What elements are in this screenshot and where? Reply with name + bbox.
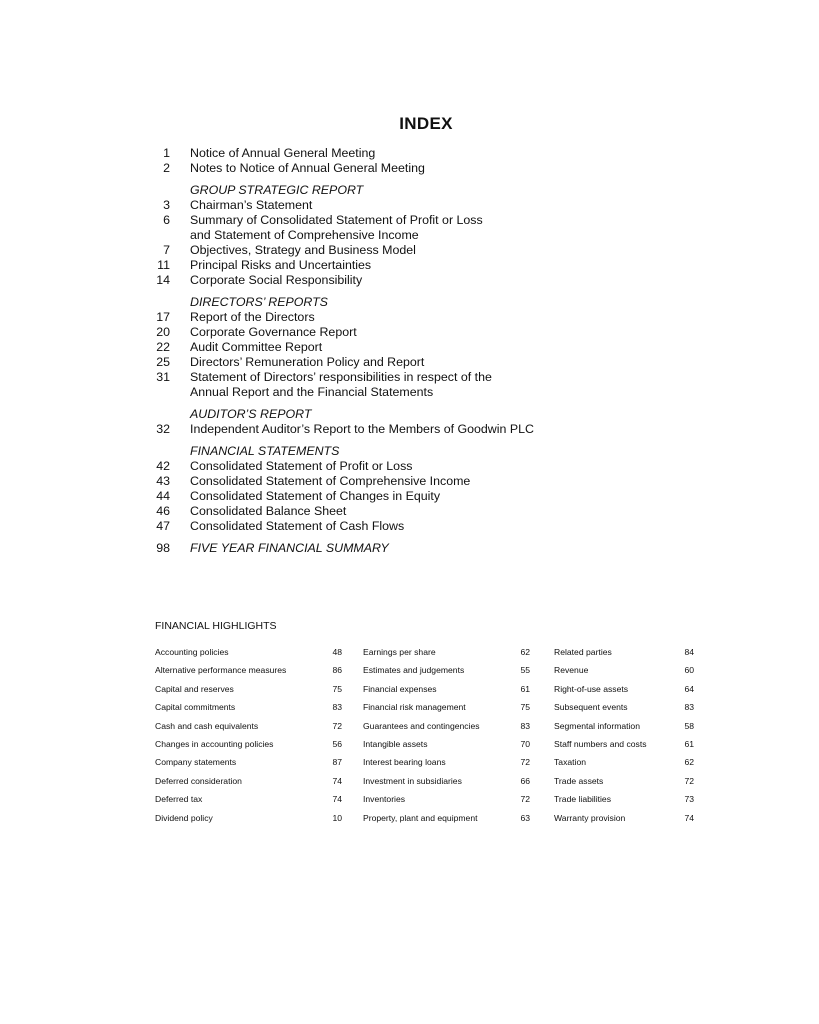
- toc-page-number: 14: [156, 273, 170, 287]
- toc-entry-title: Audit Committee Report: [190, 340, 323, 354]
- toc-entry: [144, 198, 704, 213]
- page-title: INDEX: [399, 114, 453, 133]
- toc-page-number: 22: [156, 340, 170, 354]
- table-of-contents: [144, 146, 704, 563]
- toc-entry: [144, 258, 704, 273]
- highlight-page-number: 73: [684, 794, 694, 805]
- highlight-label: Changes in accounting policies: [155, 739, 274, 750]
- highlight-page-number: 64: [684, 683, 694, 694]
- highlight-label: Capital commitments: [155, 702, 236, 713]
- highlight-page-number: 86: [332, 665, 342, 676]
- toc-entry: [144, 519, 704, 534]
- highlight-item: [155, 661, 342, 679]
- highlight-page-number: 66: [520, 775, 530, 786]
- toc-entry-title: Report of the Directors: [190, 310, 315, 324]
- highlight-page-number: 60: [684, 665, 694, 676]
- toc-entry: [144, 340, 704, 355]
- toc-entry: [144, 489, 704, 504]
- toc-entry: [144, 325, 704, 340]
- highlight-page-number: 83: [520, 720, 530, 731]
- toc-page-number: 3: [163, 198, 170, 212]
- toc-entry-title: Statement of Directors’ responsibilities in respect of the Annual Report and the Financial Statements: [190, 370, 492, 399]
- highlight-page-number: 72: [332, 720, 342, 731]
- highlight-label: Cash and cash equivalents: [155, 720, 259, 731]
- highlight-page-number: 84: [684, 647, 694, 657]
- highlight-item: [155, 735, 342, 753]
- toc-entry: [144, 541, 704, 556]
- toc-section: [144, 407, 704, 437]
- toc-section-heading: DIRECTORS’ REPORTS: [190, 295, 328, 309]
- highlight-item: [363, 809, 530, 827]
- toc-page-number: 25: [156, 355, 170, 369]
- highlight-page-number: 83: [332, 702, 342, 713]
- highlight-item: [554, 809, 694, 827]
- toc-entry: [144, 504, 704, 519]
- toc-page-number: 2: [163, 161, 170, 175]
- highlight-page-number: 62: [520, 647, 530, 657]
- highlight-label: Alternative performance measures: [155, 665, 287, 676]
- highlight-page-number: 74: [332, 794, 342, 805]
- highlight-item: [155, 680, 342, 698]
- highlight-page-number: 72: [520, 757, 530, 768]
- highlight-page-number: 61: [520, 683, 530, 694]
- highlight-page-number: 75: [520, 702, 530, 713]
- highlight-item: [155, 772, 342, 790]
- highlight-item: [155, 717, 342, 735]
- highlights-column-2: [363, 643, 530, 827]
- highlight-label: Trade liabilities: [554, 794, 611, 805]
- toc-entry: [144, 459, 704, 474]
- toc-page-number: 47: [156, 519, 170, 533]
- highlight-label: Subsequent events: [554, 702, 628, 713]
- highlight-label: Inventories: [363, 794, 406, 805]
- toc-entry-title: Notes to Notice of Annual General Meeting: [190, 161, 425, 175]
- toc-page-number: 98: [156, 541, 170, 555]
- toc-entry: [144, 243, 704, 258]
- highlight-label: Right-of-use assets: [554, 683, 629, 694]
- highlight-item: [363, 661, 530, 679]
- toc-section: [144, 183, 704, 288]
- toc-entry: [144, 370, 704, 400]
- toc-entry-title: Directors’ Remuneration Policy and Report: [190, 355, 425, 369]
- toc-page-number: 42: [156, 459, 170, 473]
- toc-section-heading: FINANCIAL STATEMENTS: [190, 444, 340, 458]
- highlight-label: Earnings per share: [363, 647, 436, 657]
- toc-entry-title: Consolidated Statement of Comprehensive Income: [190, 474, 471, 488]
- highlight-page-number: 72: [520, 794, 530, 805]
- highlight-item: [155, 643, 342, 661]
- highlight-page-number: 56: [332, 739, 342, 750]
- toc-page-number: 44: [156, 489, 170, 503]
- highlight-page-number: 87: [332, 757, 342, 768]
- highlight-item: [155, 753, 342, 771]
- highlight-item: [554, 790, 694, 808]
- highlight-label: Deferred consideration: [155, 775, 242, 786]
- toc-section-heading: AUDITOR’S REPORT: [190, 407, 312, 421]
- toc-entry-title: Summary of Consolidated Statement of Profit or Loss and Statement of Comprehensive Income: [190, 213, 483, 242]
- highlight-item: [155, 698, 342, 716]
- highlight-item: [554, 772, 694, 790]
- toc-page-number: 46: [156, 504, 170, 518]
- highlight-label: Financial expenses: [363, 683, 437, 694]
- toc-section: [144, 146, 704, 176]
- toc-page-number: 43: [156, 474, 170, 488]
- highlight-label: Warranty provision: [554, 812, 626, 823]
- highlight-page-number: 75: [332, 683, 342, 694]
- toc-entry: [144, 146, 704, 161]
- toc-page-number: 11: [157, 258, 170, 272]
- highlight-page-number: 63: [520, 812, 530, 823]
- highlight-label: Accounting policies: [155, 647, 229, 657]
- highlight-label: Taxation: [554, 757, 587, 768]
- highlight-page-number: 62: [684, 757, 694, 768]
- toc-page-number: 31: [156, 370, 170, 384]
- toc-section: [144, 444, 704, 534]
- toc-page-number: 6: [163, 213, 170, 227]
- highlight-page-number: 58: [684, 720, 694, 731]
- highlight-item: [554, 680, 694, 698]
- toc-entry-title: Consolidated Balance Sheet: [190, 504, 347, 518]
- highlight-item: [363, 698, 530, 716]
- highlight-item: [554, 661, 694, 679]
- toc-page-number: 20: [156, 325, 170, 339]
- highlight-label: Deferred tax: [155, 794, 203, 805]
- toc-page-number: 17: [156, 310, 170, 324]
- highlight-page-number: 74: [684, 812, 694, 823]
- highlight-label: Investment in subsidiaries: [363, 775, 462, 786]
- toc-section: [144, 295, 704, 400]
- toc-entry: [144, 474, 704, 489]
- highlight-item: [363, 735, 530, 753]
- toc-entry: [144, 161, 704, 176]
- highlight-item: [155, 790, 342, 808]
- toc-entry: [144, 355, 704, 370]
- toc-entry: [144, 213, 704, 243]
- highlight-label: Intangible assets: [363, 739, 428, 750]
- highlight-page-number: 70: [520, 739, 530, 750]
- highlight-label: Company statements: [155, 757, 237, 768]
- highlight-item: [363, 790, 530, 808]
- toc-entry-title: Consolidated Statement of Profit or Loss: [190, 459, 413, 473]
- toc-entry-title: Independent Auditor’s Report to the Members of Goodwin PLC: [190, 422, 534, 436]
- highlight-item: [363, 643, 530, 661]
- highlight-item: [363, 717, 530, 735]
- highlight-label: Dividend policy: [155, 812, 213, 823]
- highlight-item: [554, 753, 694, 771]
- highlight-label: Related parties: [554, 647, 612, 657]
- toc-section-heading: GROUP STRATEGIC REPORT: [190, 183, 364, 197]
- toc-entry-title: FIVE YEAR FINANCIAL SUMMARY: [190, 541, 389, 555]
- toc-page-number: 32: [156, 422, 170, 436]
- toc-entry-title: Consolidated Statement of Cash Flows: [190, 519, 405, 533]
- toc-entry-title: Notice of Annual General Meeting: [190, 146, 376, 160]
- highlight-label: Trade assets: [554, 775, 604, 786]
- highlight-label: Estimates and judgements: [363, 665, 465, 676]
- highlight-label: Capital and reserves: [155, 683, 234, 694]
- highlight-item: [554, 698, 694, 716]
- highlight-page-number: 72: [684, 775, 694, 786]
- highlight-page-number: 61: [684, 739, 694, 750]
- toc-entry-title: Consolidated Statement of Changes in Equity: [190, 489, 441, 503]
- toc-entry-title: Corporate Social Responsibility: [190, 273, 363, 287]
- highlight-label: Revenue: [554, 665, 589, 676]
- highlight-item: [554, 643, 694, 661]
- toc-entry-title: Objectives, Strategy and Business Model: [190, 243, 416, 257]
- toc-entry: [144, 422, 704, 437]
- toc-entry-title: Corporate Governance Report: [190, 325, 357, 339]
- toc-page-number: 7: [163, 243, 170, 257]
- highlight-label: Staff numbers and costs: [554, 739, 647, 750]
- highlight-label: Interest bearing loans: [363, 757, 446, 768]
- highlight-item: [554, 735, 694, 753]
- highlight-page-number: 83: [684, 702, 694, 713]
- toc-entry: [144, 273, 704, 288]
- highlight-item: [363, 753, 530, 771]
- toc-page-number: 1: [163, 146, 170, 160]
- financial-highlights-title: FINANCIAL HIGHLIGHTS: [155, 620, 277, 632]
- toc-entry: [144, 310, 704, 325]
- highlight-page-number: 48: [332, 647, 342, 657]
- highlight-page-number: 10: [332, 812, 342, 823]
- highlight-item: [363, 772, 530, 790]
- highlight-label: Property, plant and equipment: [363, 812, 478, 823]
- highlights-column-3: [554, 643, 694, 827]
- highlight-label: Financial risk management: [363, 702, 466, 713]
- toc-entry-title: Chairman’s Statement: [190, 198, 313, 212]
- highlight-label: Segmental information: [554, 720, 640, 731]
- highlight-page-number: 74: [332, 775, 342, 786]
- highlights-column-1: [155, 643, 342, 827]
- toc-entry-title: Principal Risks and Uncertainties: [190, 258, 372, 272]
- highlight-item: [155, 809, 342, 827]
- highlight-item: [554, 717, 694, 735]
- highlight-item: [363, 680, 530, 698]
- toc-section: [144, 541, 704, 556]
- highlight-page-number: 55: [520, 665, 530, 676]
- highlight-label: Guarantees and contingencies: [363, 720, 480, 731]
